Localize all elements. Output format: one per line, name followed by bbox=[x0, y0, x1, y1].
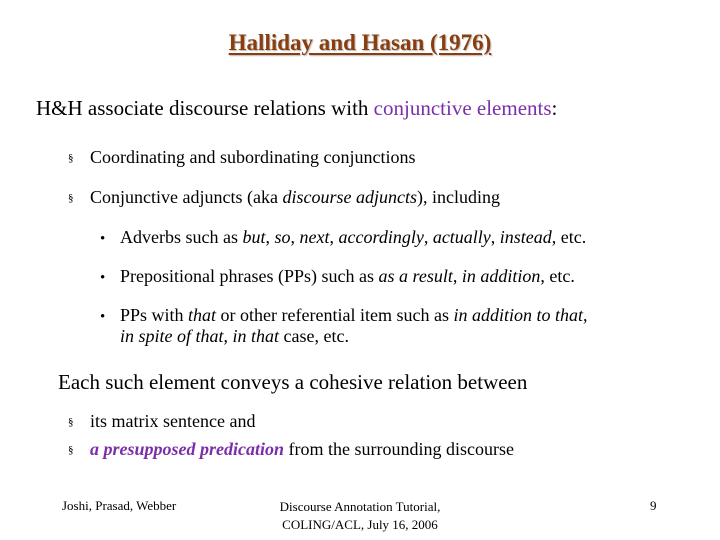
text: , bbox=[265, 227, 275, 247]
subbullet-pps bbox=[100, 266, 575, 287]
cohesive-relation-heading: Each such element conveys a cohesive relation between bbox=[58, 370, 528, 394]
term: in spite of that bbox=[120, 326, 224, 346]
text: , bbox=[423, 227, 433, 247]
text: Prepositional phrases (PPs) such as bbox=[120, 266, 379, 286]
text: or other referential item such as bbox=[216, 305, 454, 325]
text: PPs with bbox=[120, 305, 189, 325]
square-bullet-icon: § bbox=[68, 152, 74, 164]
intro-colon: : bbox=[551, 96, 558, 120]
text: , bbox=[490, 227, 500, 247]
bullet-italic-term: discourse adjuncts bbox=[282, 187, 417, 207]
term: as a result bbox=[378, 266, 453, 286]
text: Adverbs such as bbox=[120, 227, 243, 247]
bullet-text: Coordinating and subordinating conjunctions bbox=[90, 147, 416, 167]
term: in addition bbox=[461, 266, 541, 286]
dot-bullet-icon: • bbox=[100, 270, 106, 286]
footer-event-line2: COLING/ACL, July 16, 2006 bbox=[282, 517, 438, 532]
term: in addition to that bbox=[453, 305, 583, 325]
footer-authors: Joshi, Prasad, Webber bbox=[62, 498, 177, 513]
bullet-text: its matrix sentence and bbox=[90, 411, 256, 431]
term: but bbox=[242, 227, 266, 247]
square-bullet-icon: § bbox=[68, 416, 74, 428]
highlight-term: a presupposed predication bbox=[90, 439, 285, 459]
term: accordingly bbox=[338, 227, 424, 247]
dot-bullet-icon: • bbox=[100, 309, 106, 325]
square-bullet-icon: § bbox=[68, 192, 74, 204]
dot-bullet-icon: • bbox=[100, 231, 106, 247]
footer-event bbox=[245, 498, 475, 534]
slide-title: Halliday and Hasan (1976) bbox=[228, 30, 492, 55]
continuation-line bbox=[100, 326, 349, 347]
intro-line bbox=[36, 96, 557, 121]
bullet-conjunctions bbox=[68, 147, 415, 168]
term: so bbox=[274, 227, 291, 247]
text: case, etc. bbox=[279, 326, 349, 346]
text: , etc. bbox=[540, 266, 575, 286]
bullet-text: Conjunctive adjuncts (aka bbox=[90, 187, 283, 207]
footer-event-line1: Discourse Annotation Tutorial, bbox=[279, 499, 441, 514]
intro-highlight: conjunctive elements bbox=[373, 96, 552, 120]
text: , bbox=[582, 305, 588, 325]
term: instead bbox=[499, 227, 552, 247]
page-number: 9 bbox=[650, 498, 657, 513]
bullet-text: from the surrounding discourse bbox=[284, 439, 514, 459]
text: , bbox=[290, 227, 300, 247]
text: , bbox=[329, 227, 339, 247]
bullet-conjunctive-adjuncts bbox=[68, 187, 500, 208]
term: next bbox=[299, 227, 330, 247]
subbullet-adverbs bbox=[100, 227, 586, 248]
intro-text: H&H associate discourse relations with bbox=[36, 96, 374, 120]
text: , bbox=[452, 266, 462, 286]
bullet-matrix-sentence bbox=[68, 411, 255, 432]
term: actually bbox=[432, 227, 491, 247]
subbullet-pps-with-that bbox=[100, 305, 587, 347]
bullet-presupposed-predication bbox=[68, 439, 514, 460]
term: that bbox=[188, 305, 217, 325]
text: , bbox=[223, 326, 233, 346]
bullet-text-end: ), including bbox=[416, 187, 500, 207]
square-bullet-icon: § bbox=[68, 444, 74, 456]
text: , etc. bbox=[551, 227, 587, 247]
term: in that bbox=[232, 326, 280, 346]
